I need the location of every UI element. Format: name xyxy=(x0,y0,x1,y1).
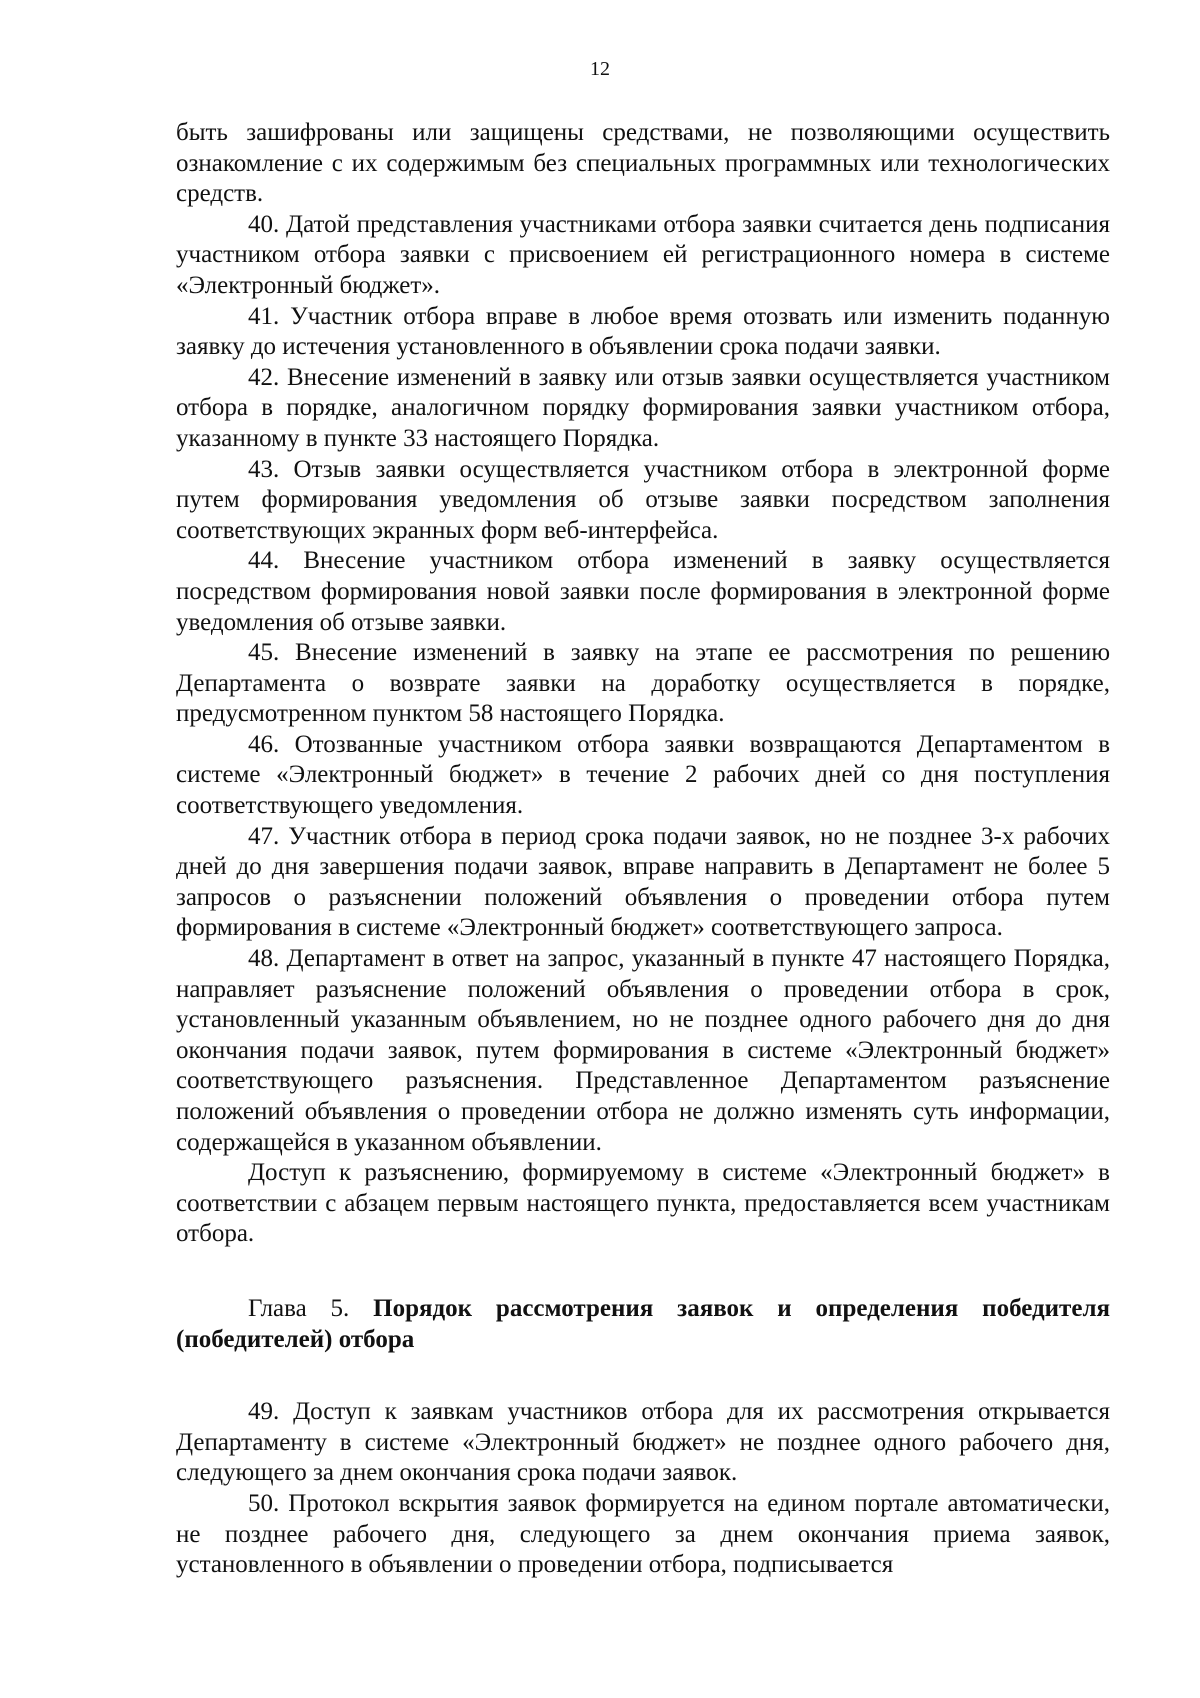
paragraph-41: 41. Участник отбора вправе в любое время отозвать или изменить поданную заявку до истечения установленного в объявлении срока подачи заявки. xyxy=(176,302,1110,361)
paragraph-45: 45. Внесение изменений в заявку на этапе ее рассмотрения по решению Департамента о возврате заявки на доработку осуществляется в порядке, предусмотренном пунктом 58 настоящего Порядка. xyxy=(176,639,1110,728)
paragraph-40: 40. Датой представления участниками отбора заявки считается день подписания участником отбора заявки с присвоением ей регистрационного номера в системе «Электронный бюджет». xyxy=(176,210,1110,299)
paragraph-47: 47. Участник отбора в период срока подачи заявок, но не позднее 3-х рабочих дней до дня завершения подачи заявок, вправе направить в Департамент не более 5 запросов о разъяснении положений объявления о проведении отбора путем формирования в системе «Электронный бюджет» соответствующего запроса. xyxy=(176,822,1110,942)
paragraph-44: 44. Внесение участником отбора изменений в заявку осуществляется посредством формирования новой заявки после формирования в электронной форме уведомления об отзыве заявки. xyxy=(176,547,1110,636)
page-body xyxy=(176,118,1110,1581)
paragraph-42: 42. Внесение изменений в заявку или отзыв заявки осуществляется участником отбора в порядке, аналогичном порядку формирования заявки участником отбора, указанному в пункте 33 настоящего Порядка. xyxy=(176,363,1110,452)
paragraph-48-access: Доступ к разъяснению, формируемому в системе «Электронный бюджет» в соответствии с абзацем первым настоящего пункта, предоставляется всем участникам отбора. xyxy=(176,1159,1110,1248)
chapter-label: Глава 5. xyxy=(248,1294,374,1322)
paragraph-50: 50. Протокол вскрытия заявок формируется на едином портале автоматически, не позднее рабочего дня, следующего за днем окончания приема заявок, установленного в объявлении о проведении отбора, подписывается xyxy=(176,1489,1110,1579)
chapter-title: Порядок рассмотрения заявок и определения победителя (победителей) отбора xyxy=(176,1294,1110,1353)
page-number: 12 xyxy=(590,58,610,80)
paragraph-43: 43. Отзыв заявки осуществляется участником отбора в электронной форме путем формирования уведомления об отзыве заявки посредством заполнения соответствующих экранных форм веб-интерфейса. xyxy=(176,455,1110,544)
chapter-heading xyxy=(176,1294,1110,1355)
paragraph-continuation: быть зашифрованы или защищены средствами, не позволяющими осуществить ознакомление с их содержимым без специальных программных или технологических средств. xyxy=(176,119,1110,208)
paragraph-49: 49. Доступ к заявкам участников отбора для их рассмотрения открывается Департаменту в системе «Электронный бюджет» не позднее одного рабочего дня, следующего за днем окончания срока подачи заявок. xyxy=(176,1398,1110,1487)
paragraph-48: 48. Департамент в ответ на запрос, указанный в пункте 47 настоящего Порядка, направляет разъяснение положений объявления о проведении отбора в срок, установленный указанным объявлением, но не позднее одного рабочего дня до дня окончания подачи заявок, путем формирования в системе «Электронный бюджет» соответствующего разъяснения. Представленное Департаментом разъяснение положений объявления о проведении отбора не должно изменять суть информации, содержащейся в указанном объявлении. xyxy=(176,945,1110,1156)
paragraph-46: 46. Отозванные участником отбора заявки возвращаются Департаментом в системе «Электронный бюджет» в течение 2 рабочих дней со дня поступления соответствующего уведомления. xyxy=(176,730,1110,820)
